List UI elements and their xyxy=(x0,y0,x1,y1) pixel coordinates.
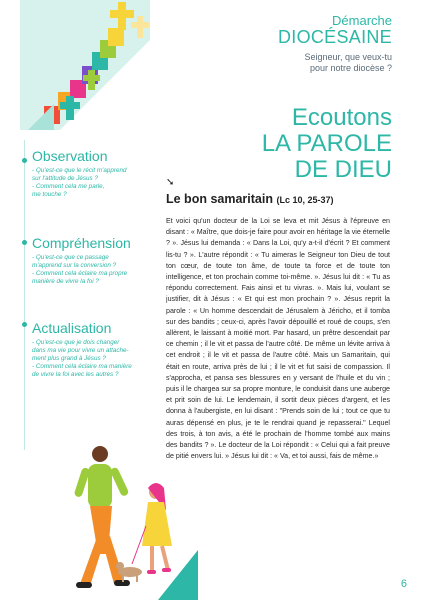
scripture-article xyxy=(166,178,390,462)
article-title xyxy=(166,192,390,206)
timeline-dot xyxy=(22,158,27,163)
question-line: de vivre la foi avec les autres ? xyxy=(32,371,119,378)
walking-people-illustration xyxy=(58,430,198,600)
question-line: sur l'attitude de Jésus ? xyxy=(32,175,98,182)
section-comprehension xyxy=(32,235,152,286)
section-heading: Compréhension xyxy=(32,235,131,251)
decorative-crosses-illustration xyxy=(0,0,160,130)
timeline-dot xyxy=(22,240,27,245)
section-actualisation xyxy=(32,320,152,379)
section-questions xyxy=(32,339,152,379)
tagline-line-1: Seigneur, que veux-tu xyxy=(304,52,392,62)
question-line: - Comment cela me parle, xyxy=(32,183,105,190)
question-line: - Qu'est-ce que ce passage xyxy=(32,254,109,261)
timeline-dot xyxy=(22,322,27,327)
question-line: me touche ? xyxy=(32,191,67,198)
section-heading: Observation xyxy=(32,148,108,164)
section-observation xyxy=(32,148,152,199)
page-number: 6 xyxy=(400,578,407,590)
section-heading: Actualisation xyxy=(32,320,112,336)
title-line-2: LA PAROLE xyxy=(261,130,392,157)
question-line: - Qu'est-ce que le récit m'apprend xyxy=(32,167,127,174)
title-line-3: DE DIEU xyxy=(294,156,392,183)
section-questions xyxy=(32,167,152,199)
question-line: manière de vivre la foi ? xyxy=(32,278,99,285)
question-line: - Qu'est-ce que je dois changer xyxy=(32,339,120,346)
question-line: dans ma vie pour vivre un attache- xyxy=(32,347,129,354)
question-line: m'apprend sur la conversion ? xyxy=(32,262,117,269)
reflection-sidebar xyxy=(32,140,152,379)
page-title xyxy=(262,105,392,183)
question-line: ment plus grand à Jésus ? xyxy=(32,355,106,362)
article-reference: (Lc 10, 25-37) xyxy=(276,195,334,205)
tagline-line-2: pour notre diocèse ? xyxy=(309,63,392,73)
header-tagline xyxy=(278,52,392,74)
header-line-2: DIOCÉSAINE xyxy=(277,27,392,47)
question-line: - Comment cela éclaire ma manière xyxy=(32,363,132,370)
arrow-down-right-icon: ➘ xyxy=(166,177,175,188)
title-line-1: Ecoutons xyxy=(291,104,392,131)
diocesan-header xyxy=(278,14,392,74)
question-line: - Comment cela éclaire ma propre xyxy=(32,270,128,277)
article-title-text: Le bon samaritain xyxy=(166,192,273,206)
section-questions xyxy=(32,254,152,286)
article-body: Et voici qu'un docteur de la Loi se leva et mit Jésus à l'épreuve en disant : « Maître, que dois-je faire pour avoir en héritage la vie éternelle ? ». Jésus lui demanda : « Dans la Loi, qu'y a-t-il d'écrit ? Et comment lis-tu ? ». L'autre répondit : « Tu aimeras le Seigneur ton Dieu de tout ton cœur, de toute ton âme, de toute ta force et de toute ton intelligence, et ton prochain comme toi-même. ». Jésus lui dit : « Tu as répondu correctement. Fais ainsi et tu vivras. ». Mais lui, voulant se justifier, dit à Jésus : « Et qui est mon prochain ? ». Jésus reprit la parole : « Un homme descendait de Jérusalem à Jéricho, et il tomba sur des bandits ; ceux-ci, après l'avoir dépouillé et roué de coups, s'en allèrent, le laissant à moitié mort. Par hasard, un prêtre descendait par ce chemin ; il le vit et passa de l'autre côté. De même un lévite arriva à cet endroit ; il le vit et passa de l'autre côté. Mais un Samaritain, qui était en route, arriva près de lui ; il le vit et fut saisi de compassion. Il s'approcha, et pansa ses blessures en y versant de l'huile et du vin ; puis il le chargea sur sa propre monture, le conduisit dans une auberge et prit soin de lui. Le lendemain, il sortit deux pièces d'argent, et les donna à l'aubergiste, en lui disant : "Prends soin de lui ; tout ce que tu auras dépensé en plus, je te le rendrai quand je repasserai." Lequel des trois, à ton avis, a été le prochain de l'homme tombé aux mains des bandits ? ». Le docteur de la Loi répondit : « Celui qui a fait preuve de pitié envers lui. » Jésus lui dit : « Va, et toi aussi, fais de même.» xyxy=(166,217,390,461)
header-line-1: Démarche xyxy=(332,13,392,28)
sidebar-timeline-line xyxy=(24,140,25,450)
